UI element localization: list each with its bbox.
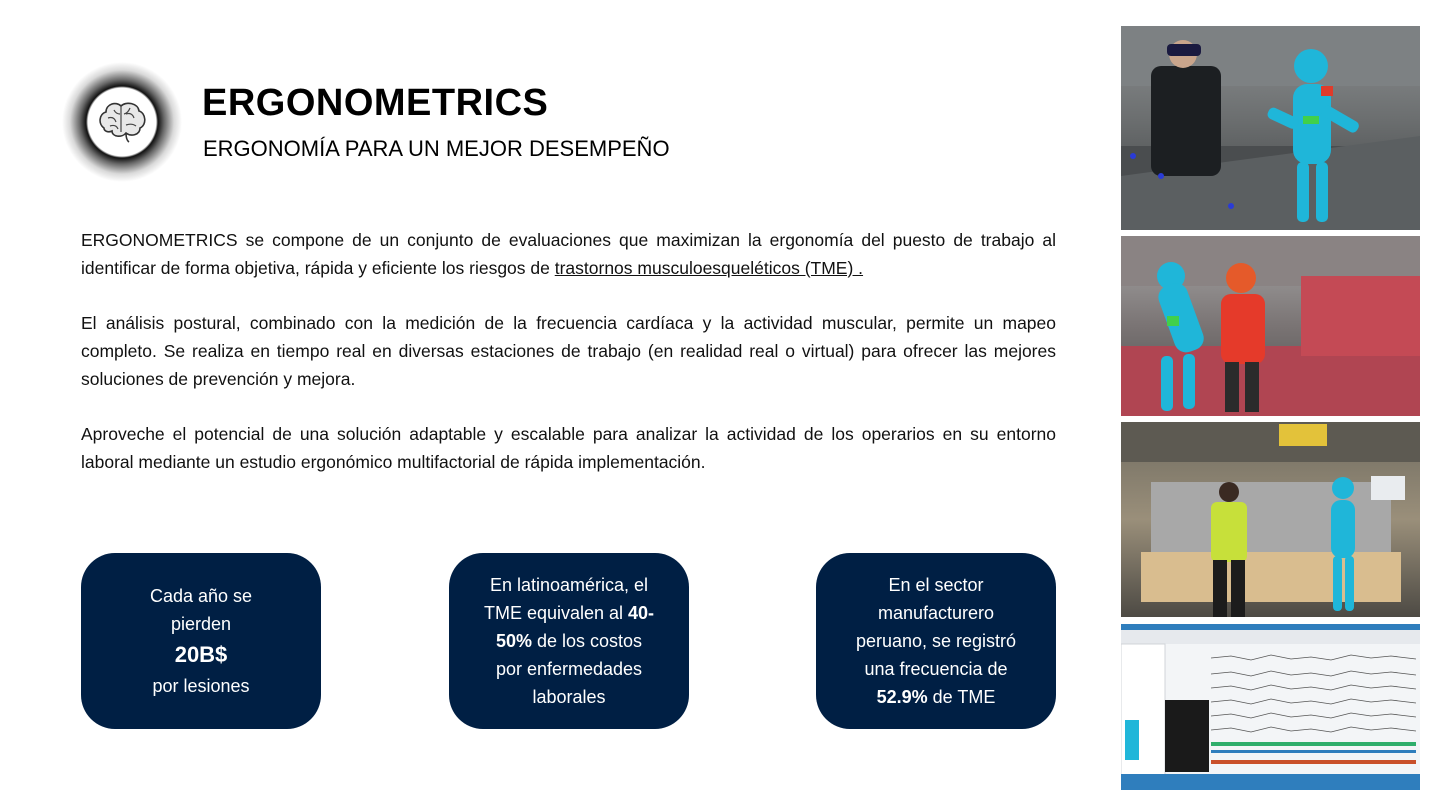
card-line: En latinoamérica, el (489, 575, 649, 595)
stat-card-losses (81, 553, 321, 729)
page-subtitle: ERGONOMÍA PARA UN MEJOR DESEMPEÑO (203, 136, 670, 161)
card-line: En el sector (888, 575, 984, 595)
card-line (496, 627, 642, 655)
software-titlebar (1121, 624, 1420, 630)
card-text: TME equivalen al (483, 603, 629, 623)
card-highlight-value: 50% (495, 631, 532, 651)
software-analysis-screenshot (1121, 624, 1420, 790)
card-line: por enfermedades (495, 659, 643, 679)
vr-worker-photo (1121, 26, 1420, 230)
stat-card-peru (816, 553, 1056, 729)
card-line: Cada año se (149, 586, 253, 606)
card-line: pierden (170, 614, 232, 634)
factory-avatar-photo (1121, 236, 1420, 416)
logo-badge (62, 62, 182, 182)
analysis-paragraph: El análisis postural, combinado con la medición de la frecuencia cardíaca y la actividad muscular, permite un mapeo completo. Se realiza en tiempo real en diversas estaciones de trabajo (en realidad real o virtual) para ofrecer las mejores soluciones de prevención y mejora. (81, 313, 1056, 389)
stat-card-latam (449, 553, 689, 729)
card-highlight-value: 20B$ (174, 642, 228, 667)
page-title: ERGONOMETRICS (202, 82, 549, 124)
card-highlight-value: 52.9% (876, 687, 928, 707)
card-line: por lesiones (152, 676, 250, 696)
card-text: de los costos (531, 631, 643, 651)
card-line: peruano, se registró (855, 631, 1017, 651)
card-line (877, 683, 996, 711)
assembly-line-photo (1121, 422, 1420, 617)
brain-icon (96, 98, 148, 144)
card-line: una frecuencia de (864, 659, 1008, 679)
cta-paragraph: Aproveche el potencial de una solución adaptable y escalable para analizar la actividad de los operarios en su entorno laboral mediante un estudio ergonómico multifactorial de rápida implementación. (81, 424, 1056, 472)
tme-link[interactable]: trastornos musculoesqueléticos (TME) . (554, 258, 864, 278)
card-line: laborales (532, 687, 606, 707)
card-text: de TME (927, 687, 996, 707)
intro-text: ERGONOMETRICS se compone de un conjunto de evaluaciones que maximizan la ergonomía del puesto de trabajo al identificar de forma objetiva, rápida y eficiente los riesgos de (81, 230, 1056, 278)
card-highlight-value: 40- (628, 603, 655, 623)
card-line: manufacturero (877, 603, 995, 623)
intro-paragraph (81, 226, 1056, 282)
card-line (484, 599, 654, 627)
